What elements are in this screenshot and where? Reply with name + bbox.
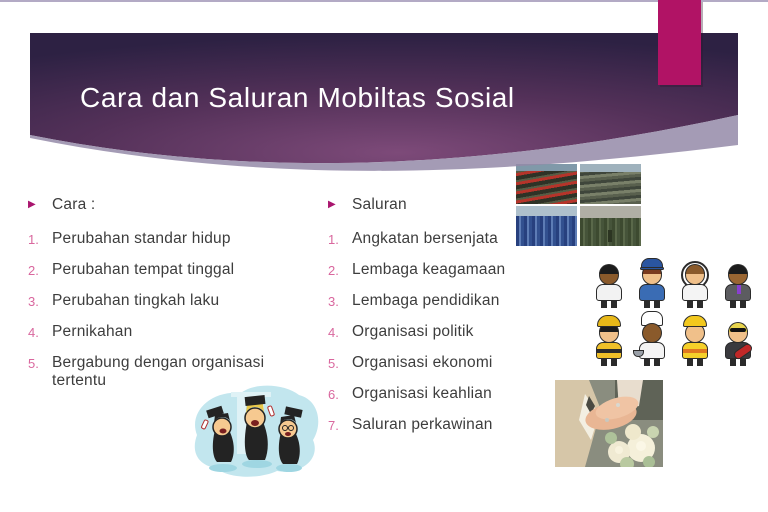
torso-shape (639, 284, 665, 301)
tie-shape (737, 285, 741, 294)
accent-bar (658, 0, 701, 85)
legs-shape (644, 359, 660, 366)
sunglasses-shape (730, 328, 746, 332)
top-border-line (0, 0, 768, 2)
item-text: Organisasi keahlian (352, 385, 492, 402)
character-doctor (588, 256, 631, 314)
character-construction-worker (674, 314, 717, 372)
item-text: Saluran perkawinan (352, 416, 493, 433)
list-item (28, 292, 290, 311)
title-banner (30, 33, 738, 173)
slide-title: Cara dan Saluran Mobiltas Sosial (80, 82, 515, 113)
item-text: Organisasi politik (352, 323, 474, 340)
column-header-label: Saluran (352, 196, 407, 213)
column-header-label: Cara : (52, 196, 96, 213)
item-text: Pernikahan (52, 323, 133, 340)
cara-column (28, 196, 290, 402)
legs-shape (730, 359, 746, 366)
item-number: 4. (28, 325, 39, 340)
item-number: 5. (28, 356, 39, 371)
legs-shape (730, 301, 746, 308)
cara-column-header (28, 196, 290, 214)
legs-shape (601, 301, 617, 308)
character-businessman (717, 256, 760, 314)
hair-shape (728, 264, 748, 274)
item-text: Perubahan standar hidup (52, 230, 231, 247)
stripe-shape (683, 349, 707, 353)
hair-shape (599, 264, 619, 274)
character-firefighter (588, 314, 631, 372)
list-item (328, 385, 548, 404)
bullet-triangle-icon: ▶ (328, 199, 336, 210)
item-number: 2. (28, 263, 39, 278)
character-police-officer (631, 256, 674, 314)
legs-shape (687, 359, 703, 366)
item-number: 2. (328, 263, 339, 278)
list-item (328, 292, 548, 311)
item-text: Organisasi ekonomi (352, 354, 493, 371)
item-number: 3. (28, 294, 39, 309)
list-item (28, 261, 290, 280)
profession-characters-grid (588, 256, 760, 372)
item-number: 5. (328, 356, 339, 371)
item-text: Lembaga pendidikan (352, 292, 500, 309)
military-photo-green-formation (580, 206, 641, 246)
military-photo-grid (516, 164, 641, 246)
item-number: 4. (328, 325, 339, 340)
list-item (328, 354, 548, 373)
item-text: Angkatan bersenjata (352, 230, 498, 247)
item-number: 3. (328, 294, 339, 309)
character-astronaut (674, 256, 717, 314)
list-item (28, 354, 290, 389)
item-text: Perubahan tingkah laku (52, 292, 220, 309)
torso-shape (682, 284, 708, 301)
torso-shape (596, 284, 622, 301)
helmet-shape (683, 315, 707, 327)
item-text: Perubahan tempat tinggal (52, 261, 235, 278)
list-item (328, 261, 548, 280)
wedding-photo (555, 380, 663, 467)
item-number: 1. (328, 232, 339, 247)
list-item (328, 416, 548, 435)
item-number: 1. (28, 232, 39, 247)
list-item (28, 323, 290, 342)
helmet-shape (597, 315, 621, 327)
saluran-column-header (328, 196, 548, 214)
item-number: 6. (328, 387, 339, 402)
legs-shape (601, 359, 617, 366)
legs-shape (644, 301, 660, 308)
character-rock-musician (717, 314, 760, 372)
item-text: Lembaga keagamaan (352, 261, 506, 278)
legs-shape (687, 301, 703, 308)
saluran-list (328, 230, 548, 435)
item-text: Bergabung dengan organisasi tertentu (52, 354, 265, 389)
head-shape (642, 323, 662, 343)
character-chef (631, 314, 674, 372)
military-photo-blue-uniforms (516, 206, 577, 246)
list-item (328, 230, 548, 249)
saluran-column (328, 196, 548, 447)
item-number: 7. (328, 418, 339, 433)
bullet-triangle-icon: ▶ (28, 199, 36, 210)
stripe-shape (597, 349, 621, 353)
list-item (28, 230, 290, 249)
cara-list (28, 230, 290, 389)
brim-shape (640, 267, 664, 270)
list-item (328, 323, 548, 342)
